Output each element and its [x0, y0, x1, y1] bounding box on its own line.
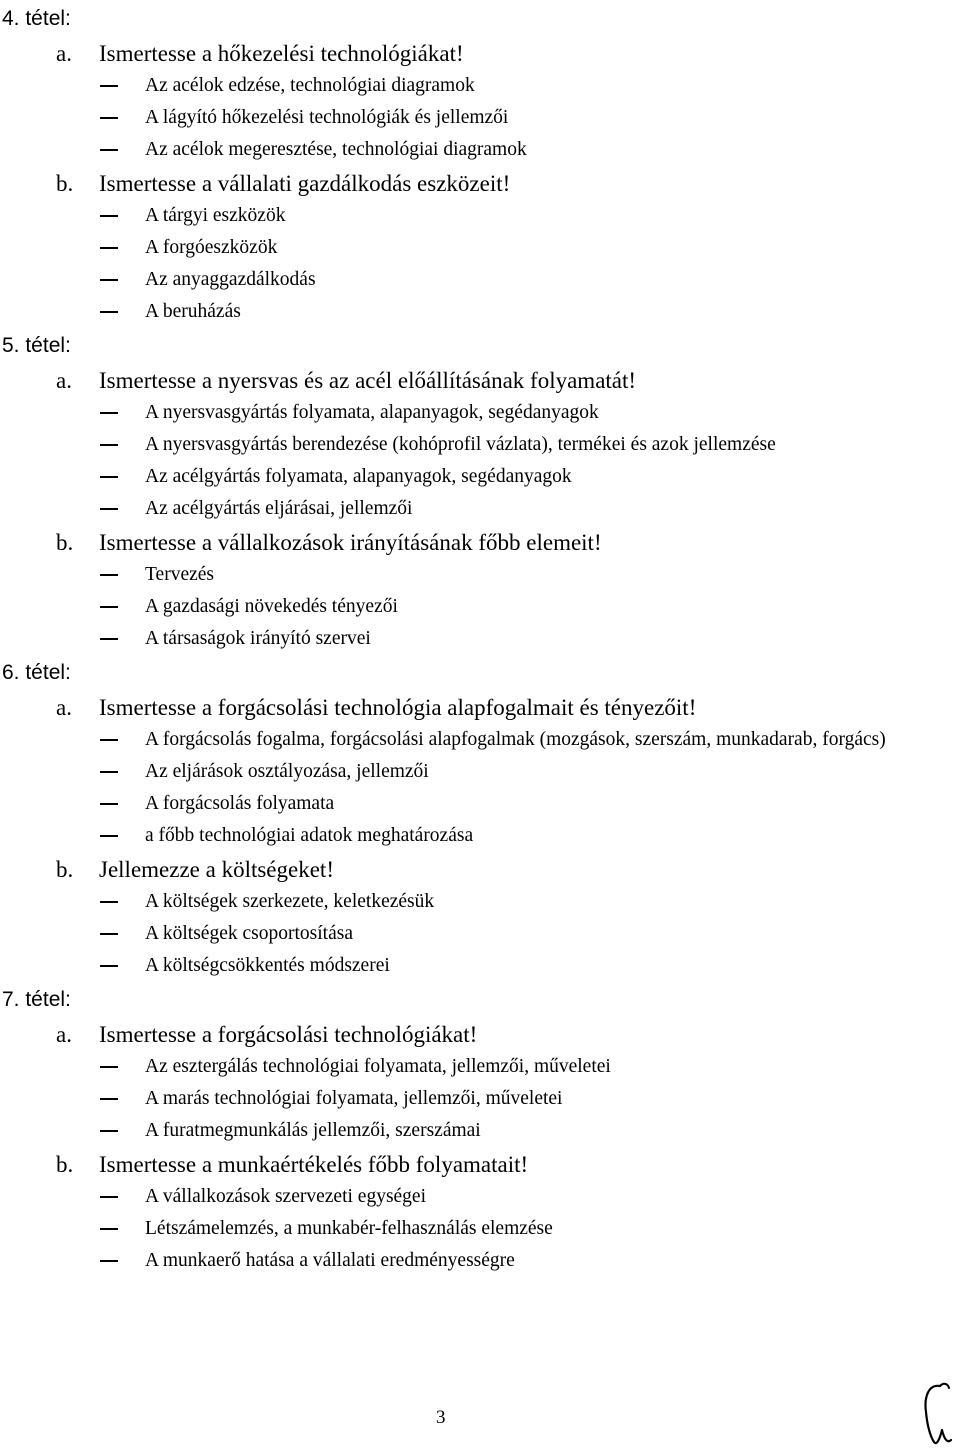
list-item	[0, 1182, 890, 1212]
dash-bullet-icon	[100, 606, 118, 608]
list-item	[0, 1084, 890, 1114]
list-item	[0, 1246, 890, 1276]
topic-title	[0, 167, 960, 200]
list-item	[0, 919, 890, 949]
section-heading: 5. tétel:	[2, 334, 71, 357]
list-item-text: A munkaerő hatása a vállalati eredményességre	[145, 1250, 515, 1271]
topic-text: Ismertesse a forgácsolási technológiákat!	[99, 1022, 478, 1047]
list-item	[0, 725, 890, 755]
dash-bullet-icon	[100, 1228, 118, 1230]
list-item	[0, 398, 890, 428]
dash-bullet-icon	[100, 117, 118, 119]
list-item-text: Tervezés	[145, 564, 215, 585]
list-item	[0, 430, 890, 460]
topic-letter: b.	[56, 857, 74, 882]
topic-text: Ismertesse a vállalkozások irányításának főbb elemeit!	[99, 530, 602, 555]
list-item-text: A társaságok irányító szervei	[145, 628, 371, 649]
dash-bullet-icon	[100, 476, 118, 478]
list-item	[0, 1214, 890, 1244]
list-item	[0, 103, 890, 133]
list-item-text: Az acélok megeresztése, technológiai diagramok	[145, 139, 527, 160]
list-item-text: A költségek csoportosítása	[145, 923, 353, 944]
topic-letter: b.	[56, 1152, 74, 1177]
topic-title	[0, 364, 960, 397]
dash-bullet-icon	[100, 835, 118, 837]
dash-bullet-icon	[100, 638, 118, 640]
list-item-text: Az esztergálás technológiai folyamata, jellemzői, műveletei	[145, 1056, 611, 1077]
list-item-text: Az acélok edzése, technológiai diagramok	[145, 75, 475, 96]
dash-bullet-icon	[100, 311, 118, 313]
dash-bullet-icon	[100, 444, 118, 446]
dash-bullet-icon	[100, 1098, 118, 1100]
list-item	[0, 1052, 890, 1082]
dash-bullet-icon	[100, 85, 118, 87]
dash-bullet-icon	[100, 901, 118, 903]
dash-bullet-icon	[100, 965, 118, 967]
topic-text: Ismertesse a nyersvas és az acél előállításának folyamatát!	[99, 368, 637, 393]
topic-letter: a.	[56, 368, 72, 393]
list-item-text: Az eljárások osztályozása, jellemzői	[145, 761, 429, 782]
list-item-text: A gazdasági növekedés tényezői	[145, 596, 398, 617]
list-item	[0, 71, 890, 101]
list-item-text: A költségek szerkezete, keletkezésük	[145, 891, 435, 912]
list-item-text: A forgóeszközök	[145, 237, 278, 258]
dash-bullet-icon	[100, 279, 118, 281]
dash-bullet-icon	[100, 771, 118, 773]
dash-bullet-icon	[100, 508, 118, 510]
dash-bullet-icon	[100, 247, 118, 249]
list-item-text: A nyersvasgyártás berendezése (kohóprofil vázlata), termékei és azok jellemzése	[145, 434, 776, 455]
list-item-text: Az acélgyártás folyamata, alapanyagok, segédanyagok	[145, 466, 572, 487]
topic-text: Ismertesse a hőkezelési technológiákat!	[99, 41, 464, 66]
topic-item-list	[0, 398, 960, 524]
topic-letter: a.	[56, 695, 72, 720]
topic-title	[0, 526, 960, 559]
list-item	[0, 297, 890, 327]
list-item	[0, 757, 890, 787]
dash-bullet-icon	[100, 149, 118, 151]
list-item-text: A marás technológiai folyamata, jellemzői, műveletei	[145, 1088, 563, 1109]
list-item-text: a főbb technológiai adatok meghatározása	[145, 825, 474, 846]
list-item-text: Létszámelemzés, a munkabér-felhasználás elemzése	[145, 1218, 553, 1239]
topic-title	[0, 853, 960, 886]
topic-text: Ismertesse a forgácsolási technológia alapfogalmait és tényezőit!	[99, 695, 697, 720]
list-item-text: A vállalkozások szervezeti egységei	[145, 1186, 427, 1207]
dash-bullet-icon	[100, 803, 118, 805]
topic-letter: a.	[56, 41, 72, 66]
section-heading: 7. tétel:	[2, 988, 71, 1011]
topic-item-list	[0, 725, 960, 851]
list-item-text: A lágyító hőkezelési technológiák és jellemzői	[145, 107, 509, 128]
topic-letter: b.	[56, 171, 74, 196]
list-item	[0, 233, 890, 263]
list-item	[0, 789, 890, 819]
list-item	[0, 592, 890, 622]
dash-bullet-icon	[100, 1196, 118, 1198]
topic-item-list	[0, 1052, 960, 1146]
list-item	[0, 951, 890, 981]
dash-bullet-icon	[100, 412, 118, 414]
topic-title	[0, 1018, 960, 1051]
list-item-text: A beruházás	[145, 301, 241, 322]
topic-text: Ismertesse a munkaértékelés főbb folyamatait!	[99, 1152, 529, 1177]
list-item	[0, 494, 890, 524]
list-item	[0, 560, 890, 590]
handwritten-signature-mark	[918, 1378, 956, 1448]
list-item-text: A forgácsolás fogalma, forgácsolási alapfogalmak (mozgások, szerszám, munkadarab, forgács)	[145, 729, 886, 750]
list-item	[0, 135, 890, 165]
topic-letter: a.	[56, 1022, 72, 1047]
list-item-text: Az acélgyártás eljárásai, jellemzői	[145, 498, 413, 519]
topic-letter: b.	[56, 530, 74, 555]
topic-item-list	[0, 560, 960, 654]
list-item-text: A furatmegmunkálás jellemzői, szerszámai	[145, 1120, 481, 1141]
section-heading: 6. tétel:	[2, 661, 71, 684]
list-item	[0, 265, 890, 295]
dash-bullet-icon	[100, 574, 118, 576]
list-item	[0, 462, 890, 492]
topic-title	[0, 37, 960, 70]
page-number: 3	[436, 1407, 446, 1428]
dash-bullet-icon	[100, 215, 118, 217]
dash-bullet-icon	[100, 739, 118, 741]
topic-text: Jellemezze a költségeket!	[99, 857, 334, 882]
list-item	[0, 821, 890, 851]
list-item-text: A költségcsökkentés módszerei	[145, 955, 390, 976]
dash-bullet-icon	[100, 933, 118, 935]
topic-title	[0, 691, 960, 724]
list-item-text: A tárgyi eszközök	[145, 205, 286, 226]
list-item	[0, 887, 890, 917]
list-item	[0, 624, 890, 654]
topic-item-list	[0, 887, 960, 981]
topic-item-list	[0, 201, 960, 327]
list-item	[0, 1116, 890, 1146]
list-item-text: Az anyaggazdálkodás	[145, 269, 316, 290]
dash-bullet-icon	[100, 1260, 118, 1262]
topic-item-list	[0, 71, 960, 165]
list-item-text: A forgácsolás folyamata	[145, 793, 335, 814]
topic-text: Ismertesse a vállalati gazdálkodás eszközeit!	[99, 171, 511, 196]
list-item	[0, 201, 890, 231]
dash-bullet-icon	[100, 1130, 118, 1132]
list-item-text: A nyersvasgyártás folyamata, alapanyagok, segédanyagok	[145, 402, 599, 423]
topic-title	[0, 1148, 960, 1181]
dash-bullet-icon	[100, 1066, 118, 1068]
section-heading: 4. tétel:	[2, 7, 71, 30]
topic-item-list	[0, 1182, 960, 1276]
